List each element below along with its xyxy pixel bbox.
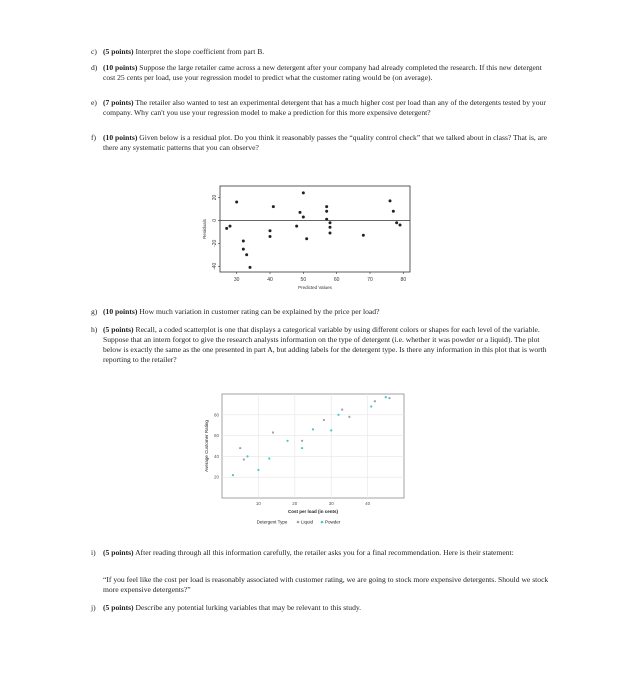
plot-frame <box>220 186 410 272</box>
residual-point <box>329 226 332 229</box>
x-axis-label: Predicted Values <box>298 285 332 290</box>
y-tick-label: -40 <box>212 262 218 270</box>
residual-point <box>325 210 328 213</box>
question-text: After reading through all this information carefully, the retailer asks you for a final recommendation. Here is their statement: <box>135 548 514 557</box>
series-point <box>370 405 372 407</box>
residual-point <box>295 225 298 228</box>
series-point <box>301 440 303 442</box>
question-points: (7 points) <box>103 98 134 107</box>
question-text: Suppose the large retailer came across a new detergent after your company had already completed the research. If this new detergent cost 25 cents per load, use your regression model to predict what the customer rating would be (on average). <box>103 63 542 82</box>
question-g <box>91 307 551 317</box>
y-tick-label: 20 <box>212 194 218 201</box>
question-points: (5 points) <box>103 603 134 612</box>
question-d <box>91 63 551 83</box>
series-point <box>286 440 288 442</box>
residual-point <box>235 201 238 204</box>
coded-scatterplot-svg <box>200 388 412 530</box>
coded-scatterplot <box>200 388 412 535</box>
residual-point <box>229 225 232 228</box>
question-points: (10 points) <box>103 307 138 316</box>
series-point <box>385 396 387 398</box>
series-point <box>257 469 259 471</box>
series-point <box>239 447 241 449</box>
question-points: (10 points) <box>103 63 138 72</box>
residual-point <box>362 234 365 237</box>
series-point <box>348 416 350 418</box>
residual-point <box>272 205 275 208</box>
series-point <box>232 474 234 476</box>
y-axis-label: Average Customer Rating <box>204 420 209 472</box>
residual-point <box>302 215 305 218</box>
y-tick-label: 80 <box>213 412 219 418</box>
question-f <box>91 133 551 153</box>
residual-point <box>389 199 392 202</box>
x-tick-label: 80 <box>400 277 407 283</box>
legend-marker <box>321 521 324 524</box>
x-tick-label: 50 <box>300 277 307 283</box>
y-axis-label: Residuals <box>202 219 207 239</box>
question-i <box>91 548 551 558</box>
residual-point <box>325 205 328 208</box>
series-point <box>268 457 270 459</box>
retailer-quote: “If you feel like the cost per load is reasonably associated with customer rating, we are going to stock more expensive detergents. Should we stock more expensive detergents?” <box>103 575 549 594</box>
residual-point <box>299 211 302 214</box>
y-tick-label: 40 <box>213 453 219 459</box>
question-text: Interpret the slope coefficient from part B. <box>135 47 265 56</box>
residual-plot <box>200 180 412 303</box>
question-label: f) <box>91 133 97 142</box>
question-label: g) <box>91 307 98 316</box>
question-text: How much variation in customer rating can be explained by the price per load? <box>139 307 380 316</box>
series-point <box>312 428 314 430</box>
series-point <box>330 429 332 431</box>
x-tick-label: 40 <box>365 501 371 506</box>
residual-point <box>392 210 395 213</box>
legend-label: Powder <box>325 519 341 525</box>
question-label: e) <box>91 98 97 107</box>
question-label: i) <box>91 548 96 557</box>
residual-point <box>302 191 305 194</box>
legend-marker <box>297 521 300 524</box>
question-points: (5 points) <box>103 47 134 56</box>
residual-point <box>242 248 245 251</box>
question-label: d) <box>91 63 98 72</box>
plot-panel <box>222 394 404 498</box>
question-h <box>91 325 551 365</box>
question-label: c) <box>91 47 97 56</box>
question-points: (5 points) <box>103 548 134 557</box>
y-tick-label: -20 <box>212 239 218 247</box>
series-point <box>301 447 303 449</box>
question-text: The retailer also wanted to test an experimental detergent that has a much higher cost per load than any of the detergents tested by your company. Why can't you use your regression model to make a prediction for this more expensive detergent? <box>103 98 546 117</box>
x-tick-label: 40 <box>267 277 273 283</box>
question-points: (10 points) <box>103 133 138 142</box>
series-point <box>374 400 376 402</box>
y-tick-label: 0 <box>212 219 218 222</box>
residual-point <box>249 266 252 269</box>
x-tick-label: 30 <box>328 501 334 506</box>
question-j <box>91 603 551 613</box>
residual-point <box>305 237 308 240</box>
x-tick-label: 60 <box>333 277 340 283</box>
series-point <box>272 431 274 433</box>
x-tick-label: 20 <box>292 501 298 506</box>
residual-point <box>329 221 332 224</box>
question-e <box>91 98 551 118</box>
series-point <box>388 397 390 399</box>
residual-point <box>395 221 398 224</box>
y-tick-label: 20 <box>213 474 219 480</box>
question-text: Recall, a coded scatterplot is one that displays a categorical variable by using different colors or shapes for each level of the variable. Suppose that an intern forgot to give the research analysts information on the type of detergent (i.e. whether it was powder or a liquid). The plot below is exactly the same as the one presented in part A, but adding labels for the detergent type. Is there any information in this plot that is worth reporting to the retailer? <box>103 325 547 364</box>
residual-point <box>399 223 402 226</box>
series-point <box>246 455 248 457</box>
residual-point <box>325 218 328 221</box>
residual-plot-svg <box>200 180 412 298</box>
question-text: Describe any potential lurking variables that may be relevant to this study. <box>135 603 362 612</box>
y-tick-label: 60 <box>213 433 219 439</box>
question-label: j) <box>91 603 96 612</box>
residual-point <box>269 229 272 232</box>
legend-title: Detergent Type <box>256 519 288 525</box>
x-axis-label: Cost per load (in cents) <box>287 509 339 514</box>
residual-point <box>269 235 272 238</box>
x-tick-label: 10 <box>255 501 261 506</box>
x-tick-label: 70 <box>367 277 373 283</box>
question-text: Given below is a residual plot. Do you think it reasonably passes the “quality control check” that we talked about in class? That is, are there any systematic patterns that you can observe? <box>103 133 547 152</box>
residual-point <box>329 232 332 235</box>
residual-point <box>245 253 248 256</box>
series-point <box>341 409 343 411</box>
x-tick-label: 30 <box>233 277 240 283</box>
question-c <box>91 47 551 57</box>
question-points: (5 points) <box>103 325 134 334</box>
residual-point <box>242 240 245 243</box>
question-label: h) <box>91 325 98 334</box>
residual-point <box>225 227 228 230</box>
series-point <box>323 419 325 421</box>
series-point <box>337 414 339 416</box>
series-point <box>243 458 245 460</box>
legend-label: Liquid <box>301 519 314 525</box>
